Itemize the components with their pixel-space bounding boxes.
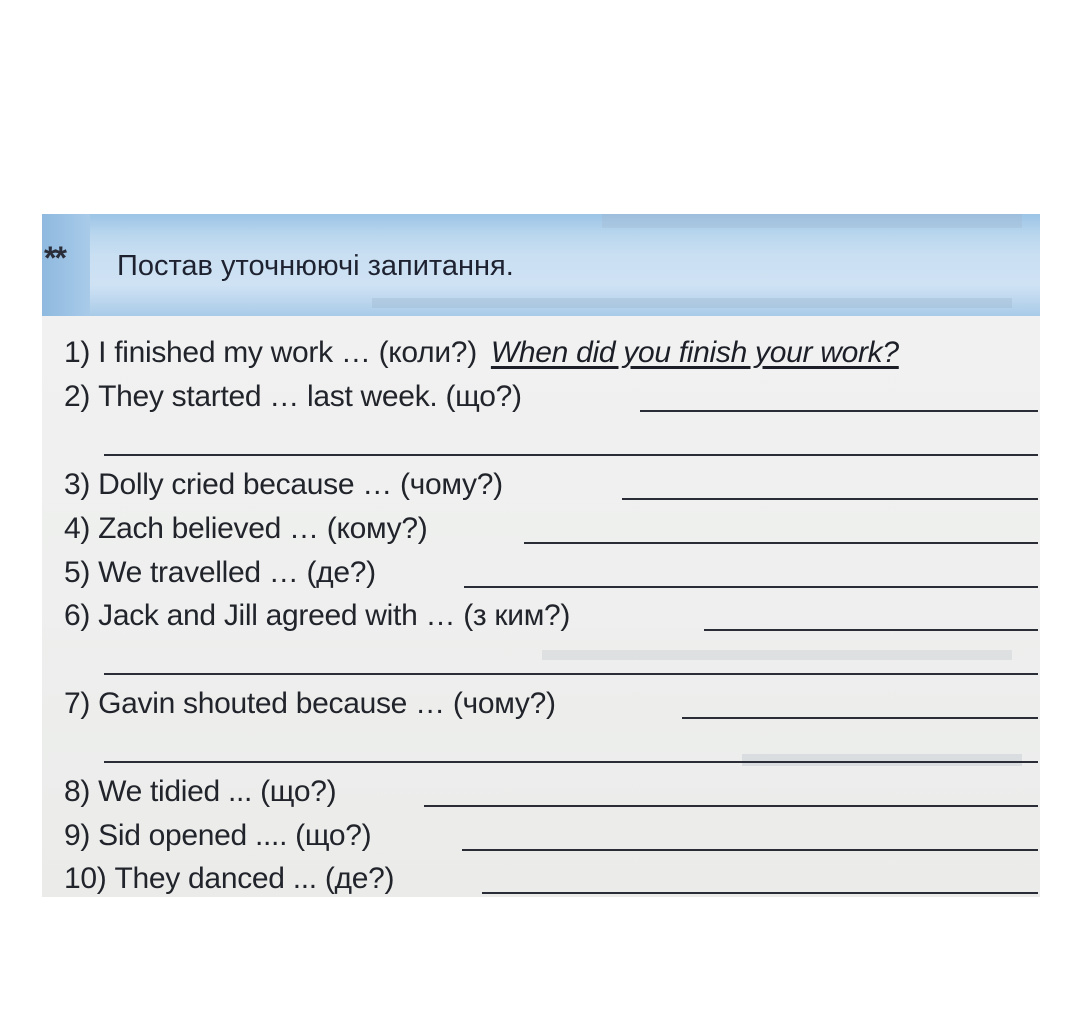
exercise-item-9 (64, 809, 371, 853)
exercise-item-8 (64, 765, 336, 809)
item-number: 4) (64, 512, 91, 545)
bleed-through-mark (372, 298, 1012, 308)
item-prompt: I finished my work … (коли?) (98, 336, 477, 369)
answer-line[interactable] (424, 805, 1038, 807)
bleed-through-mark (542, 650, 1012, 660)
item-number: 6) (64, 599, 91, 632)
item-prompt: Dolly cried because … (чому?) (98, 468, 503, 501)
item-prompt: We travelled … (де?) (98, 556, 376, 589)
answer-line[interactable] (464, 586, 1038, 588)
textbook-photo (42, 214, 1040, 897)
bleed-through-mark (742, 754, 1022, 766)
answer-line[interactable] (524, 542, 1038, 544)
answer-line[interactable] (104, 761, 1038, 763)
exercise-item-1 (64, 326, 899, 370)
item-prompt: They started … last week. (що?) (98, 380, 522, 413)
item-number: 9) (64, 819, 91, 852)
answer-line[interactable] (640, 410, 1038, 412)
item-prompt: Zach believed … (кому?) (98, 512, 428, 545)
exercise-instruction: Постав уточнюючі запитання. (117, 250, 514, 282)
exercise-item-10 (64, 852, 394, 896)
answer-line[interactable] (682, 717, 1038, 719)
exercise-item-4 (64, 502, 427, 546)
item-number: 8) (64, 775, 91, 808)
item-number: 5) (64, 556, 91, 589)
exercise-item-7 (64, 677, 556, 721)
difficulty-stars: ** (44, 240, 65, 276)
answer-line[interactable] (622, 498, 1038, 500)
exercise-item-3 (64, 458, 503, 502)
item-prompt: Jack and Jill agreed with … (з ким?) (98, 599, 571, 632)
sample-answer: When did you finish your work? (490, 336, 899, 369)
item-prompt: They danced ... (де?) (114, 862, 395, 895)
exercise-item-2 (64, 370, 522, 414)
item-number: 7) (64, 687, 91, 720)
answer-line[interactable] (104, 673, 1038, 675)
answer-line[interactable] (462, 849, 1038, 851)
item-prompt: We tidied ... (що?) (98, 775, 337, 808)
item-number: 10) (64, 862, 107, 895)
item-number: 2) (64, 380, 91, 413)
answer-line[interactable] (704, 629, 1038, 631)
item-number: 1) (64, 336, 91, 369)
exercise-item-6 (64, 589, 570, 633)
answer-line[interactable] (104, 454, 1038, 456)
item-prompt: Sid opened .... (що?) (98, 819, 372, 852)
exercise-item-5 (64, 546, 376, 590)
item-prompt: Gavin shouted because … (чому?) (98, 687, 556, 720)
answer-line[interactable] (482, 892, 1038, 894)
item-number: 3) (64, 468, 91, 501)
bleed-through-mark (602, 214, 1022, 228)
